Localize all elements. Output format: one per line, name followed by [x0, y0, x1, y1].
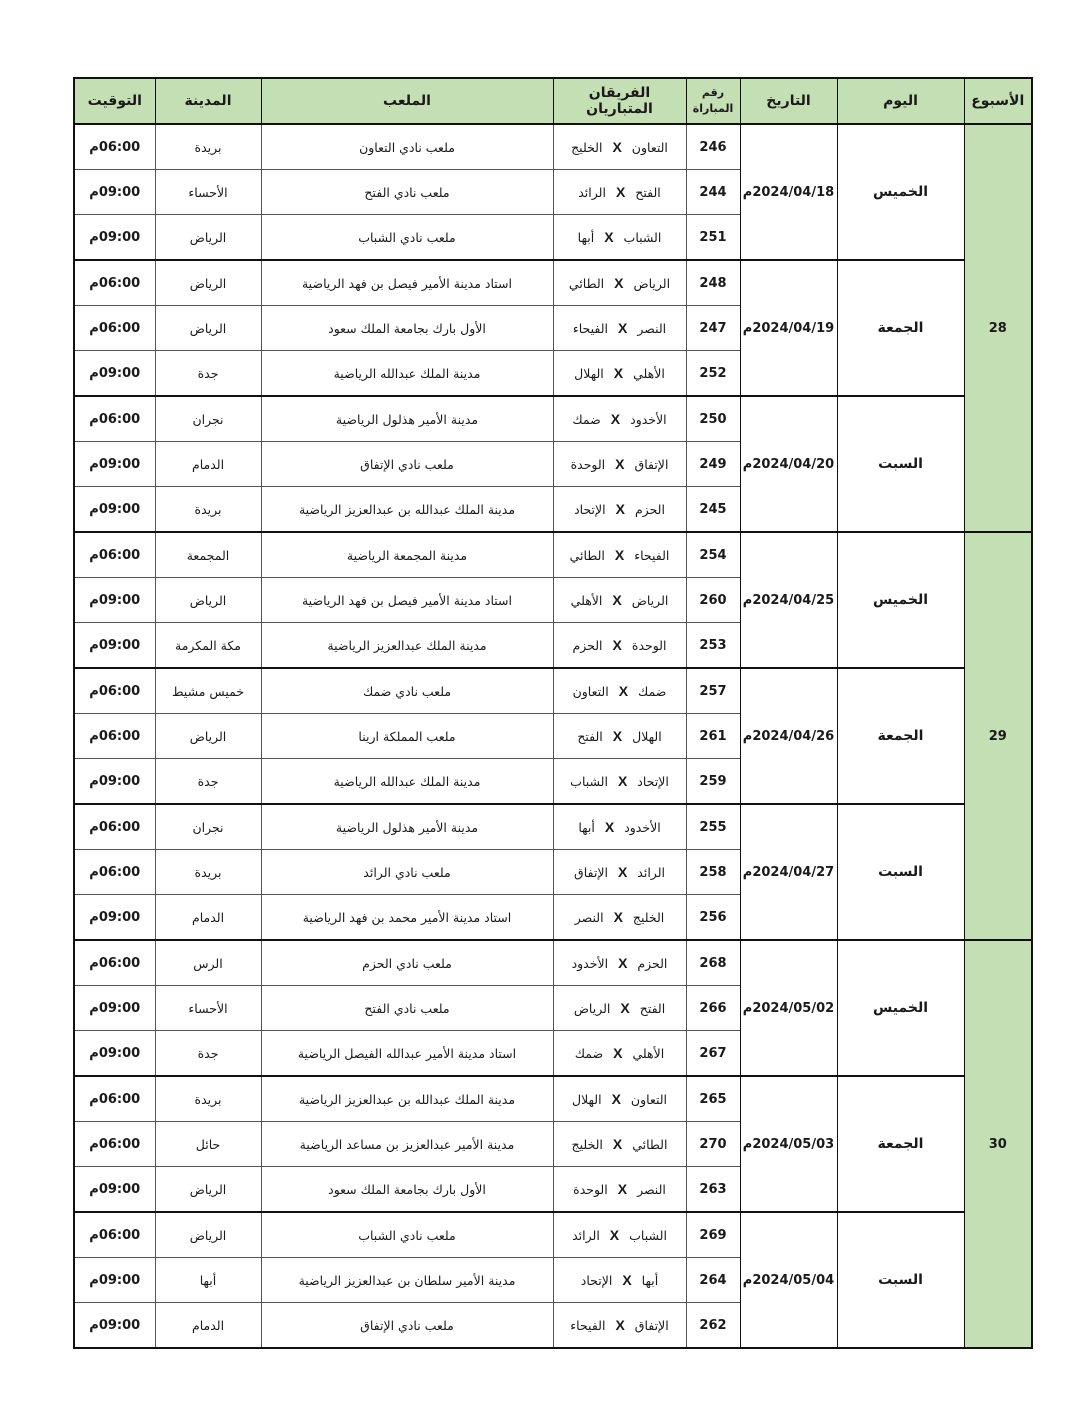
- home-team: الهلال: [632, 728, 662, 744]
- match-number: 269: [686, 1212, 740, 1258]
- header-time: التوقيت: [74, 78, 155, 124]
- city: جدة: [155, 351, 261, 397]
- week-number: 30: [964, 940, 1032, 1348]
- versus-mark: X: [612, 728, 623, 744]
- city: بريدة: [155, 487, 261, 533]
- away-team: ضمك: [572, 411, 601, 427]
- city: جدة: [155, 759, 261, 805]
- home-team: الفيحاء: [634, 547, 670, 563]
- versus-mark: X: [614, 547, 625, 563]
- versus-mark: X: [615, 1317, 625, 1333]
- city: الرياض: [155, 1212, 261, 1258]
- stadium: ملعب نادي الشباب: [261, 215, 553, 261]
- city: جدة: [155, 1031, 261, 1077]
- kickoff-time: 09:00م: [74, 487, 155, 533]
- versus-mark: X: [617, 773, 628, 789]
- kickoff-time: 06:00م: [74, 804, 155, 850]
- stadium: الأول بارك بجامعة الملك سعود: [261, 306, 553, 351]
- stadium: مدينة الملك عبدالله الرياضية: [261, 759, 553, 805]
- match-number: 250: [686, 396, 740, 442]
- match-date: 2024/04/20م: [740, 396, 837, 532]
- versus-mark: X: [611, 1091, 621, 1107]
- match-date: 2024/05/02م: [740, 940, 837, 1076]
- city: الرس: [155, 940, 261, 986]
- kickoff-time: 06:00م: [74, 1212, 155, 1258]
- stadium: ملعب نادي ضمك: [261, 668, 553, 714]
- match-row: [74, 804, 1032, 850]
- day-name: الجمعة: [837, 668, 964, 804]
- kickoff-time: 09:00م: [74, 895, 155, 941]
- match-number: 251: [686, 215, 740, 261]
- away-team: الإتحاد: [574, 501, 606, 517]
- match-number: 254: [686, 532, 740, 578]
- match-teams: [553, 578, 686, 623]
- home-team: النصر: [637, 1181, 666, 1197]
- home-team: الأخدود: [630, 411, 667, 427]
- match-teams: [553, 1031, 686, 1077]
- home-team: الفتح: [635, 184, 661, 200]
- kickoff-time: 09:00م: [74, 215, 155, 261]
- city: المجمعة: [155, 532, 261, 578]
- away-team: الحزم: [572, 637, 603, 653]
- match-teams: [553, 1212, 686, 1258]
- match-teams: [553, 714, 686, 759]
- stadium: ملعب نادي الشباب: [261, 1212, 553, 1258]
- kickoff-time: 06:00م: [74, 714, 155, 759]
- match-teams: [553, 804, 686, 850]
- versus-mark: X: [604, 819, 615, 835]
- home-team: الأهلي: [632, 1045, 665, 1061]
- home-team: الطائي: [632, 1136, 668, 1152]
- kickoff-time: 09:00م: [74, 986, 155, 1031]
- day-name: الخميس: [837, 124, 964, 260]
- match-number: 253: [686, 623, 740, 669]
- away-team: الفيحاء: [572, 320, 608, 336]
- away-team: الأخدود: [571, 955, 609, 971]
- match-teams: [553, 170, 686, 215]
- header-city: المدينة: [155, 78, 261, 124]
- versus-mark: X: [613, 365, 624, 381]
- stadium: مدينة الأمير هذلول الرياضية: [261, 396, 553, 442]
- stadium: ملعب نادي الإتفاق: [261, 442, 553, 487]
- kickoff-time: 09:00م: [74, 1167, 155, 1213]
- day-name: السبت: [837, 1212, 964, 1348]
- kickoff-time: 09:00م: [74, 351, 155, 397]
- versus-mark: X: [617, 864, 628, 880]
- city: بريدة: [155, 1076, 261, 1122]
- kickoff-time: 09:00م: [74, 442, 155, 487]
- stadium: الأول بارك بجامعة الملك سعود: [261, 1167, 553, 1213]
- match-teams: [553, 986, 686, 1031]
- stadium: ملعب نادي الحزم: [261, 940, 553, 986]
- stadium: ملعب نادي التعاون: [261, 124, 553, 170]
- header-row: [74, 78, 1032, 124]
- kickoff-time: 06:00م: [74, 668, 155, 714]
- stadium: ملعب نادي الإتفاق: [261, 1303, 553, 1349]
- match-number: 244: [686, 170, 740, 215]
- match-teams: [553, 940, 686, 986]
- match-number: 261: [686, 714, 740, 759]
- match-number: 264: [686, 1258, 740, 1303]
- kickoff-time: 09:00م: [74, 759, 155, 805]
- match-number: 256: [686, 895, 740, 941]
- day-name: الجمعة: [837, 1076, 964, 1212]
- match-teams: [553, 623, 686, 669]
- stadium: مدينة الأمير سلطان بن عبدالعزيز الرياضية: [261, 1258, 553, 1303]
- home-team: الإتفاق: [634, 1317, 669, 1333]
- away-team: الفيحاء: [570, 1317, 606, 1333]
- versus-mark: X: [622, 1272, 632, 1288]
- city: حائل: [155, 1122, 261, 1167]
- home-team: الرياض: [631, 592, 669, 608]
- match-number: 262: [686, 1303, 740, 1349]
- home-team: الفتح: [639, 1000, 666, 1016]
- versus-mark: X: [612, 1136, 623, 1152]
- header-date: التاريخ: [740, 78, 837, 124]
- stadium: استاد مدينة الأمير محمد بن فهد الرياضية: [261, 895, 553, 941]
- stadium: مدينة الأمير عبدالعزيز بن مساعد الرياضية: [261, 1122, 553, 1167]
- city: الأحساء: [155, 986, 261, 1031]
- city: الرياض: [155, 578, 261, 623]
- match-teams: [553, 1122, 686, 1167]
- kickoff-time: 09:00م: [74, 170, 155, 215]
- match-teams: [553, 1167, 686, 1213]
- kickoff-time: 09:00م: [74, 1031, 155, 1077]
- home-team: الإتحاد: [637, 773, 669, 789]
- kickoff-time: 06:00م: [74, 940, 155, 986]
- match-number: 265: [686, 1076, 740, 1122]
- versus-mark: X: [612, 592, 622, 608]
- week-number: 28: [964, 124, 1032, 532]
- match-teams: [553, 351, 686, 397]
- kickoff-time: 06:00م: [74, 1122, 155, 1167]
- versus-mark: X: [615, 501, 625, 517]
- match-date: 2024/05/03م: [740, 1076, 837, 1212]
- kickoff-time: 06:00م: [74, 396, 155, 442]
- versus-mark: X: [610, 411, 621, 427]
- city: أبها: [155, 1258, 261, 1303]
- match-number: 255: [686, 804, 740, 850]
- away-team: الإتفاق: [574, 864, 608, 880]
- match-row: [74, 532, 1032, 578]
- away-team: الوحدة: [570, 456, 606, 472]
- stadium: مدينة الأمير هذلول الرياضية: [261, 804, 553, 850]
- home-team: التعاون: [630, 1091, 668, 1107]
- away-team: الطائي: [568, 275, 605, 291]
- fixtures-body: [74, 124, 1032, 1348]
- match-number: 258: [686, 850, 740, 895]
- kickoff-time: 09:00م: [74, 1258, 155, 1303]
- away-team: الرائد: [572, 1227, 600, 1243]
- match-row: [74, 124, 1032, 170]
- away-team: الهلال: [571, 1091, 602, 1107]
- week-number: 29: [964, 532, 1032, 940]
- day-name: السبت: [837, 804, 964, 940]
- city: خميس مشيط: [155, 668, 261, 714]
- match-teams: [553, 396, 686, 442]
- kickoff-time: 06:00م: [74, 124, 155, 170]
- away-team: النصر: [574, 909, 604, 925]
- day-name: السبت: [837, 396, 964, 532]
- match-number: 248: [686, 260, 740, 306]
- kickoff-time: 06:00م: [74, 532, 155, 578]
- match-row: [74, 668, 1032, 714]
- city: مكة المكرمة: [155, 623, 261, 669]
- stadium: ملعب المملكة ارينا: [261, 714, 553, 759]
- away-team: الأهلي: [570, 592, 603, 608]
- versus-mark: X: [612, 637, 622, 653]
- away-team: ضمك: [574, 1045, 604, 1061]
- header-match-number: رقم المباراة: [686, 78, 740, 124]
- kickoff-time: 09:00م: [74, 578, 155, 623]
- match-number: 268: [686, 940, 740, 986]
- match-teams: [553, 124, 686, 170]
- kickoff-time: 09:00م: [74, 623, 155, 669]
- stadium: استاد مدينة الأمير عبدالله الفيصل الرياضية: [261, 1031, 553, 1077]
- city: الرياض: [155, 215, 261, 261]
- versus-mark: X: [618, 955, 628, 971]
- away-team: أبها: [577, 229, 595, 245]
- home-team: الإتفاق: [634, 456, 669, 472]
- home-team: الحزم: [634, 501, 665, 517]
- stadium: مدينة المجمعة الرياضية: [261, 532, 553, 578]
- city: الدمام: [155, 442, 261, 487]
- city: الدمام: [155, 895, 261, 941]
- home-team: الرائد: [637, 864, 665, 880]
- match-number: 266: [686, 986, 740, 1031]
- home-team: الوحدة: [631, 637, 667, 653]
- day-name: الخميس: [837, 940, 964, 1076]
- match-date: 2024/04/25م: [740, 532, 837, 668]
- away-team: الرياض: [573, 1000, 611, 1016]
- stadium: ملعب نادي الرائد: [261, 850, 553, 895]
- fixtures-table: [73, 77, 1033, 1349]
- away-team: الفتح: [577, 728, 603, 744]
- match-teams: [553, 442, 686, 487]
- match-number: 257: [686, 668, 740, 714]
- home-team: الرياض: [633, 275, 671, 291]
- match-date: 2024/04/18م: [740, 124, 837, 260]
- city: نجران: [155, 804, 261, 850]
- match-number: 246: [686, 124, 740, 170]
- match-row: [74, 260, 1032, 306]
- match-teams: [553, 759, 686, 805]
- home-team: ضمك: [638, 683, 667, 699]
- city: الرياض: [155, 714, 261, 759]
- day-name: الجمعة: [837, 260, 964, 396]
- header-day: اليوم: [837, 78, 964, 124]
- city: الرياض: [155, 260, 261, 306]
- home-team: النصر: [637, 320, 667, 336]
- match-number: 249: [686, 442, 740, 487]
- away-team: الإتحاد: [580, 1272, 613, 1288]
- kickoff-time: 06:00م: [74, 1076, 155, 1122]
- away-team: الرائد: [578, 184, 606, 200]
- versus-mark: X: [613, 1045, 623, 1061]
- match-teams: [553, 1258, 686, 1303]
- match-number: 260: [686, 578, 740, 623]
- match-teams: [553, 532, 686, 578]
- match-teams: [553, 895, 686, 941]
- city: بريدة: [155, 850, 261, 895]
- stadium: مدينة الملك عبدالله بن عبدالعزيز الرياضية: [261, 1076, 553, 1122]
- city: الرياض: [155, 306, 261, 351]
- versus-mark: X: [609, 1227, 620, 1243]
- city: الأحساء: [155, 170, 261, 215]
- away-team: الوحدة: [573, 1181, 608, 1197]
- versus-mark: X: [615, 184, 626, 200]
- match-teams: [553, 1076, 686, 1122]
- match-number: 267: [686, 1031, 740, 1077]
- away-team: أبها: [578, 819, 595, 835]
- match-date: 2024/04/27م: [740, 804, 837, 940]
- match-number: 245: [686, 487, 740, 533]
- home-team: الشباب: [623, 229, 662, 245]
- away-team: التعاون: [572, 683, 609, 699]
- home-team: الخليج: [632, 909, 665, 925]
- header-stadium: الملعب: [261, 78, 553, 124]
- match-teams: [553, 487, 686, 533]
- versus-mark: X: [613, 909, 623, 925]
- away-team: الطائي: [569, 547, 605, 563]
- stadium: ملعب نادي الفتح: [261, 986, 553, 1031]
- stadium: مدينة الملك عبدالعزيز الرياضية: [261, 623, 553, 669]
- home-team: الحزم: [637, 955, 668, 971]
- home-team: أبها: [641, 1272, 659, 1288]
- match-row: [74, 1212, 1032, 1258]
- home-team: الأخدود: [624, 819, 661, 835]
- header-week: الأسبوع: [964, 78, 1032, 124]
- stadium: استاد مدينة الأمير فيصل بن فهد الرياضية: [261, 260, 553, 306]
- match-teams: [553, 1303, 686, 1349]
- match-number: 263: [686, 1167, 740, 1213]
- city: الرياض: [155, 1167, 261, 1213]
- kickoff-time: 06:00م: [74, 260, 155, 306]
- match-date: 2024/04/26م: [740, 668, 837, 804]
- match-number: 252: [686, 351, 740, 397]
- kickoff-time: 06:00م: [74, 306, 155, 351]
- kickoff-time: 06:00م: [74, 850, 155, 895]
- versus-mark: X: [612, 139, 622, 155]
- city: بريدة: [155, 124, 261, 170]
- stadium: مدينة الملك عبدالله الرياضية: [261, 351, 553, 397]
- city: الدمام: [155, 1303, 261, 1349]
- stadium: مدينة الملك عبدالله بن عبدالعزيز الرياضية: [261, 487, 553, 533]
- kickoff-time: 09:00م: [74, 1303, 155, 1349]
- match-number: 259: [686, 759, 740, 805]
- match-teams: [553, 215, 686, 261]
- away-team: الهلال: [574, 365, 604, 381]
- match-number: 247: [686, 306, 740, 351]
- versus-mark: X: [617, 1181, 628, 1197]
- match-teams: [553, 668, 686, 714]
- away-team: الخليج: [571, 139, 603, 155]
- versus-mark: X: [614, 275, 624, 291]
- match-teams: [553, 306, 686, 351]
- match-row: [74, 940, 1032, 986]
- day-name: الخميس: [837, 532, 964, 668]
- home-team: الأهلي: [633, 365, 665, 381]
- versus-mark: X: [618, 683, 629, 699]
- home-team: التعاون: [631, 139, 668, 155]
- versus-mark: X: [604, 229, 614, 245]
- match-number: 270: [686, 1122, 740, 1167]
- match-row: [74, 396, 1032, 442]
- city: نجران: [155, 396, 261, 442]
- match-teams: [553, 260, 686, 306]
- away-team: الشباب: [570, 773, 608, 789]
- versus-mark: X: [618, 320, 628, 336]
- home-team: الشباب: [629, 1227, 667, 1243]
- match-row: [74, 1076, 1032, 1122]
- versus-mark: X: [620, 1000, 630, 1016]
- header-teams: الفريقان المتباريان: [553, 78, 686, 124]
- match-teams: [553, 850, 686, 895]
- away-team: الخليج: [571, 1136, 603, 1152]
- stadium: ملعب نادي الفتح: [261, 170, 553, 215]
- match-date: 2024/05/04م: [740, 1212, 837, 1348]
- versus-mark: X: [615, 456, 625, 472]
- stadium: استاد مدينة الأمير فيصل بن فهد الرياضية: [261, 578, 553, 623]
- fixtures-sheet: [73, 77, 1031, 1349]
- match-date: 2024/04/19م: [740, 260, 837, 396]
